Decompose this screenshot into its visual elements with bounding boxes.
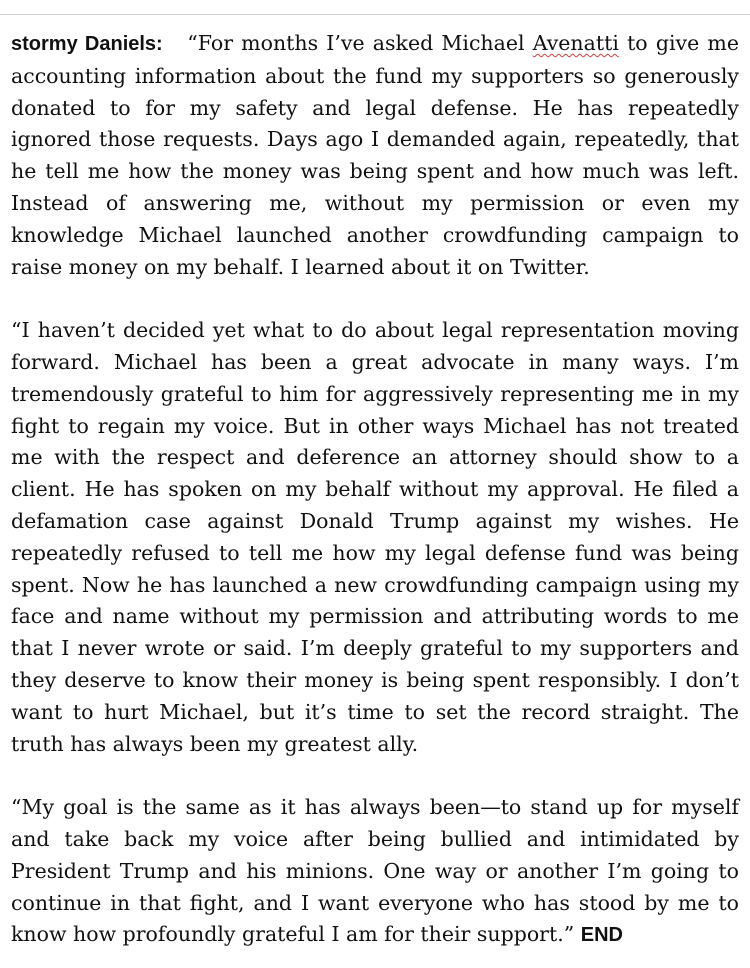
speaker-label: stormy Daniels: xyxy=(11,33,163,55)
paragraph-3-text: “My goal is the same as it has always been—to stand up for myself and take back my voice after being bullied and intimidated by President Trump and his minions. One way or another I’m going to continue in that fight, and I want everyone who has stood by me to know how profoundly grateful I am for their support.” xyxy=(11,795,739,947)
paragraph-1 xyxy=(11,28,739,283)
paragraph-1-text-start: “For months I’ve asked Michael xyxy=(187,31,533,55)
document-body[interactable] xyxy=(11,28,739,952)
paragraph-1-text-rest: to give me accounting information about the fund my supporters so generously donated to for my safety and legal defense. He has repeatedly ignored those requests. Days ago I demanded again, repeatedly, that he tell me how the money was being spent and how much was left. Instead of answering me, without my permission or even my knowledge Michael launched another crowdfunding campaign to raise money on my behalf. I learned about it on Twitter. xyxy=(11,31,739,279)
paragraph-3 xyxy=(11,792,739,952)
top-divider xyxy=(0,14,750,15)
paragraph-2 xyxy=(11,315,739,760)
spellcheck-flagged-word[interactable]: Avenatti xyxy=(532,31,619,55)
paragraph-2-text: “I haven’t decided yet what to do about legal representation moving forward. Michael has been a great advocate in many ways. I’m tremendously grateful to him for aggressively representing me in my fight to regain my voice. But in other ways Michael has not treated me with the respect and deference an attorney should show to a client. He has spoken on my behalf without my approval. He filed a defamation case against Donald Trump against my wishes. He repeatedly refused to tell me how my legal defense fund was being spent. Now he has launched a new crowdfunding campaign using my face and name without my permission and attributing words to me that I never wrote or said. I’m deeply grateful to my supporters and they deserve to know their money is being spent responsibly. I don’t want to hurt Michael, but it’s time to set the record straight. The truth has always been my greatest ally. xyxy=(11,318,739,756)
end-mark: END xyxy=(580,924,623,947)
